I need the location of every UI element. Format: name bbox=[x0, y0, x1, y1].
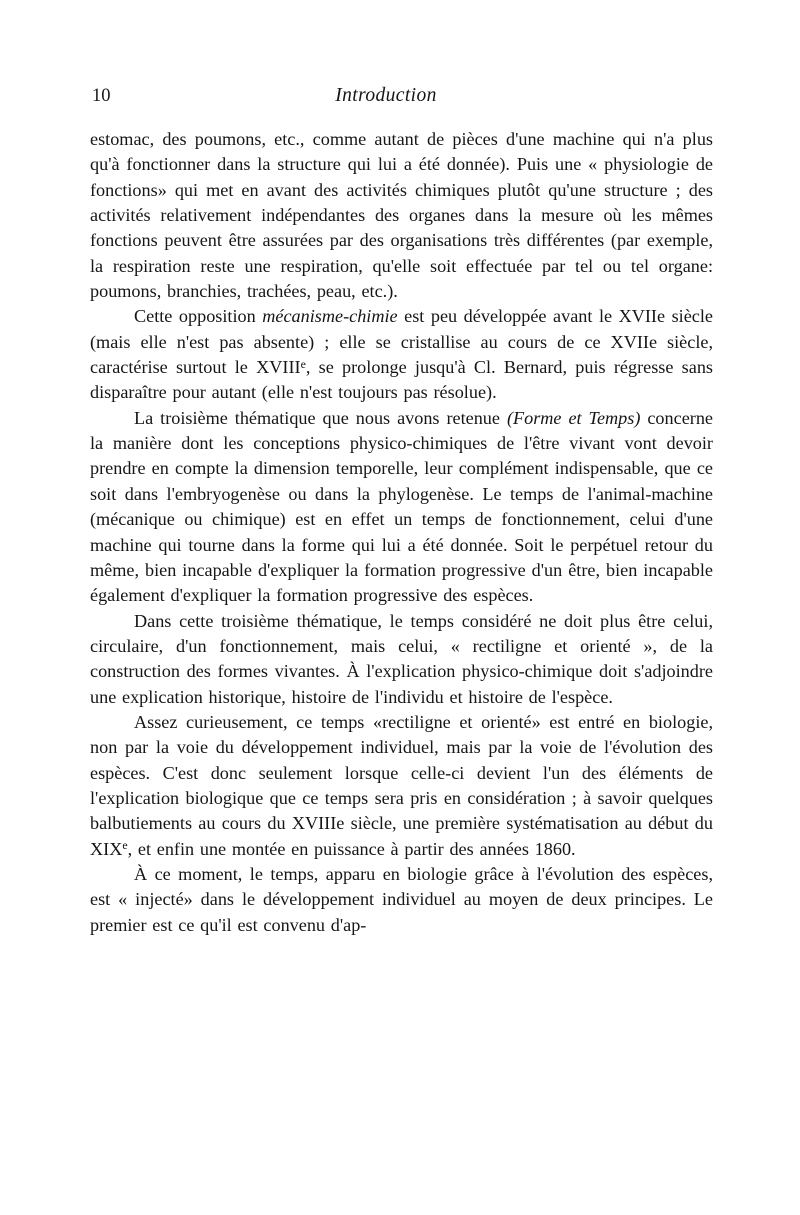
text-run: Cette opposition bbox=[134, 306, 263, 327]
paragraph bbox=[90, 710, 713, 862]
paragraph bbox=[90, 609, 713, 710]
italic-run: (Forme et Temps) bbox=[506, 407, 641, 428]
page-body bbox=[90, 127, 713, 938]
paragraph bbox=[90, 862, 713, 938]
running-title: Introduction bbox=[335, 85, 437, 106]
paragraph bbox=[90, 304, 713, 405]
text-run: La troisième thématique que nous avons retenue bbox=[134, 407, 507, 428]
italic-run: mécanisme-chimie bbox=[262, 306, 398, 327]
paragraph bbox=[90, 127, 713, 304]
superscript-run: e bbox=[122, 838, 128, 853]
paragraph bbox=[90, 406, 713, 609]
text-run: , se prolonge jusqu'à Cl. Bernard, puis régresse sans disparaître pour autant (elle n'est toujours pas résolue). bbox=[90, 357, 713, 403]
text-run: estomac, des poumons, etc., comme autant de pièces d'une machine qui n'a plus qu'à fonctionner dans la structure qui lui a été donnée). Puis une « physiologie de fonctions» qui met en avant des activités chimiques plutôt qu'une structure ; des activités relativement indépendantes des organes dans la mesure où les mêmes fonctions peuvent être assurées par des organisations très différentes (par exemple, la respiration reste une respiration, qu'elle soit effectuée par tel ou tel organe: poumons, branchies, trachées, peau, etc.). bbox=[90, 129, 713, 302]
superscript-run: e bbox=[300, 356, 306, 371]
page-number: 10 bbox=[92, 86, 111, 106]
text-run: , et enfin une montée en puissance à partir des années 1860. bbox=[127, 838, 576, 859]
text-run: est peu développée avant le XVIIe siècle (mais elle n'est pas absente) ; elle se cristallise au cours de ce XVIIe siècle, caractérise surtout le XVIII bbox=[90, 306, 713, 378]
text-run: concerne la manière dont les conceptions physico-chimiques de l'être vivant vont devoir prendre en compte la dimension temporelle, leur complément indispensable, que ce soit dans l'embryogenèse ou dans la phylogenèse. Le temps de l'animal-machine (mécanique ou chimique) est en effet un temps de fonctionnement, celui d'une machine qui tourne dans la forme qui lui a été donnée. Soit le perpétuel retour du même, bien incapable d'expliquer la formation progressive d'un être, bien incapable également d'expliquer la formation progressive des espèces. bbox=[90, 407, 713, 606]
page-header bbox=[90, 85, 712, 113]
text-run: Dans cette troisième thématique, le temps considéré ne doit plus être celui, circulaire, d'un fonctionnement, mais celui, « rectiligne et orienté », de la construction des formes vivantes. À l'explication physico-chimique doit s'adjoindre une explication historique, histoire de l'individu et histoire de l'espèce. bbox=[90, 610, 713, 707]
text-run: À ce moment, le temps, apparu en biologie grâce à l'évolution des espèces, est « injecté» dans le développement individuel au moyen de deux principes. Le premier est ce qu'il est convenu d'ap- bbox=[90, 863, 713, 935]
text-run: Assez curieusement, ce temps «rectiligne et orienté» est entré en biologie, non par la voie du développement individuel, mais par la voie de l'évolution des espèces. C'est donc seulement lorsque celle-ci devient l'un des éléments de l'explication biologique que ce temps sera pris en considération ; à savoir quelques balbutiements au cours du XVIIIe siècle, une première systématisation au début du XIX bbox=[90, 711, 713, 859]
